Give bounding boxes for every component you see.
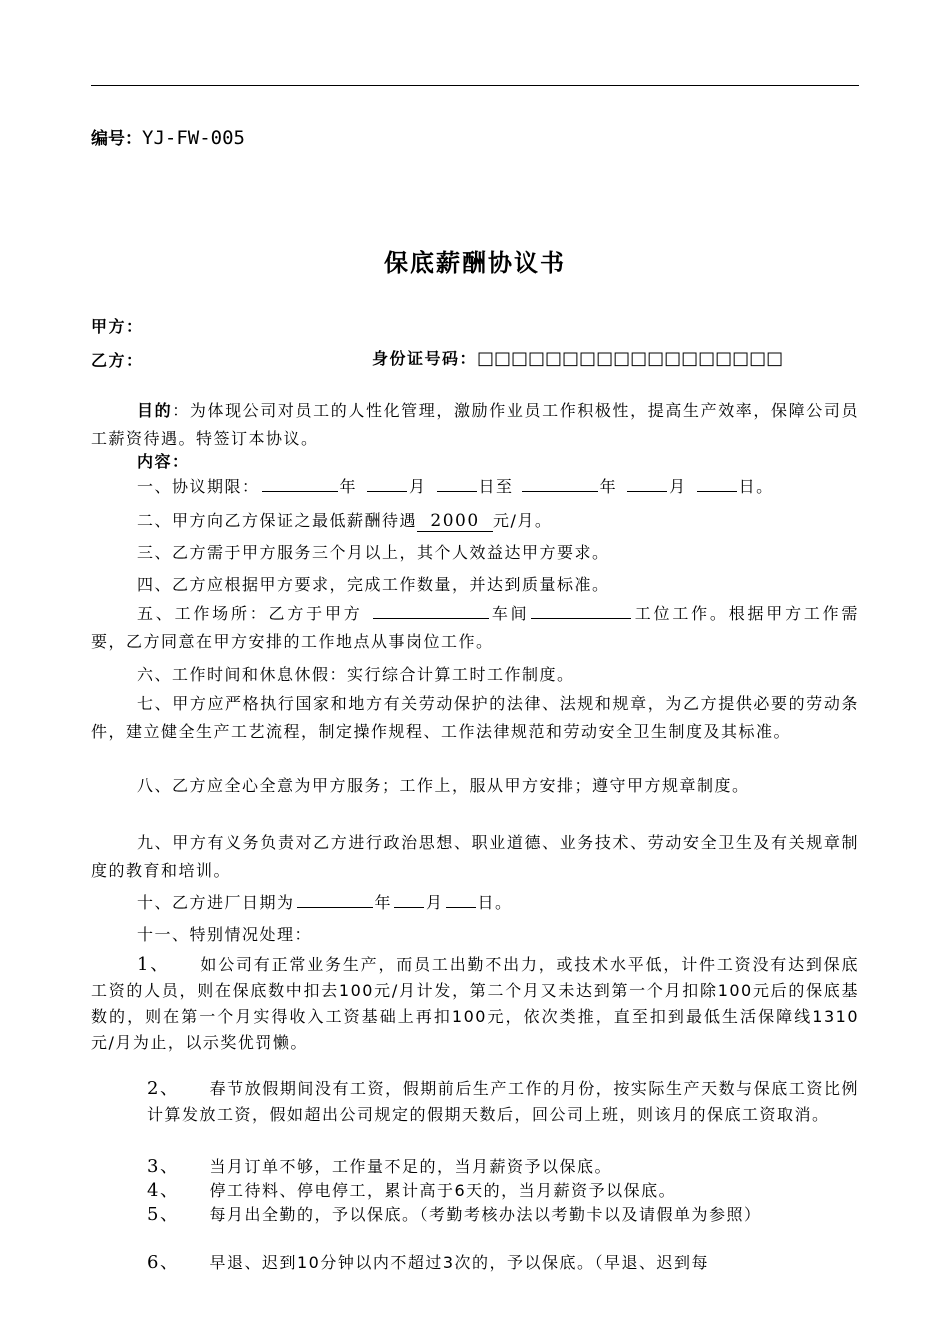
clause-1-year: 年 — [339, 477, 358, 496]
clause-9: 九、甲方有义务负责对乙方进行政治思想、职业道德、业务技术、劳动安全卫生及有关规章制度的教育和培训。 — [91, 833, 859, 880]
end-day-blank — [697, 477, 737, 492]
purpose-paragraph — [91, 397, 859, 453]
clause-1-label: 一、协议期限： — [137, 477, 260, 496]
id-number-field — [372, 346, 783, 369]
clause-1-day-to: 日至 — [478, 477, 514, 496]
special-item-3-text: 当月订单不够，工作量不足的，当月薪资予以保底。 — [209, 1157, 612, 1176]
clause-1-day-end: 日。 — [738, 477, 774, 496]
clause-3: 三、乙方需于甲方服务三个月以上，其个人效益达甲方要求。 — [137, 543, 610, 562]
start-year-blank — [262, 477, 338, 492]
document-code — [91, 124, 245, 149]
party-a-label: 甲方： — [91, 317, 144, 336]
clause-2 — [137, 508, 552, 532]
special-item-5-text: 每月出全勤的，予以保底。（考勤考核办法以考勤卡以及请假单为参照） — [209, 1205, 762, 1224]
code-label: 编号： — [91, 129, 142, 149]
header-rule — [91, 85, 859, 86]
clause-5-text-c: 工位工作。根据甲方工作需要，乙方同意在甲方安排的工作地点从事岗位工作。 — [91, 604, 859, 651]
clause-10-day: 日。 — [477, 893, 513, 912]
special-item-3-number: 3、 — [147, 1156, 180, 1177]
clause-1-year-2: 年 — [599, 477, 618, 496]
clause-10-year: 年 — [374, 893, 393, 912]
clause-10-text: 十、乙方进厂日期为 — [137, 893, 295, 912]
clause-5 — [91, 600, 859, 656]
special-item-4-number: 4、 — [147, 1180, 180, 1201]
clause-2-unit: 元/月。 — [493, 511, 553, 530]
clause-7: 七、甲方应严格执行国家和地方有关劳动保护的法律、法规和规章，为乙方提供必要的劳动条件，建立健全生产工艺流程，制定操作规程、工作法律规范和劳动安全卫生制度及其标准。 — [91, 694, 859, 741]
special-item-1-text: 如公司有正常业务生产，而员工出勤不出力，或技术水平低，计件工资没有达到保底工资的人员，则在保底数中扣去100元/月计发，第二个月又未达到第一个月扣除100元后的保底基数的，则在第一个月实得收入工资基础上再扣100元，依次类推，直至扣到最低生活保障线1310元/月为止，以示奖优罚懒。 — [91, 955, 859, 1052]
special-item-4 — [147, 1178, 859, 1204]
special-item-3 — [147, 1154, 859, 1180]
special-item-5 — [147, 1202, 859, 1228]
clause-5-text-a: 五、工作场所：乙方于甲方 — [137, 604, 363, 623]
start-day-blank — [437, 477, 477, 492]
purpose-label: 目的 — [137, 401, 173, 420]
special-item-5-number: 5、 — [147, 1204, 180, 1225]
entry-year-blank — [297, 893, 373, 908]
clause-1 — [137, 474, 774, 497]
code-value: YJ-FW-005 — [142, 127, 245, 149]
purpose-text: ：为体现公司对员工的人性化管理，激励作业员工作积极性，提高生产效率，保障公司员工薪资待遇。特签订本协议。 — [91, 401, 859, 448]
clause-10 — [137, 890, 513, 913]
end-year-blank — [522, 477, 598, 492]
special-item-2-number: 2、 — [147, 1078, 180, 1099]
id-boxes: □□□□□□□□□□□□□□□□□□ — [477, 348, 784, 369]
clause-10-month: 月 — [426, 893, 444, 912]
special-item-6-number: 6、 — [147, 1252, 180, 1273]
clause-5-text-b: 车间 — [490, 604, 530, 623]
special-item-1 — [91, 952, 859, 1056]
clause-2-text: 二、甲方向乙方保证之最低薪酬待遇 — [137, 511, 418, 530]
id-label: 身份证号码： — [372, 349, 478, 368]
special-item-4-text: 停工待料、停电停工，累计高于6天的，当月薪资予以保底。 — [209, 1181, 677, 1200]
content-label: 内容： — [137, 452, 190, 471]
page-title: 保底薪酬协议书 — [384, 249, 566, 277]
clause-6: 六、工作时间和休息休假：实行综合计算工时工作制度。 — [137, 665, 575, 684]
special-item-2 — [147, 1076, 859, 1128]
party-b-label: 乙方： — [91, 351, 144, 370]
workshop-blank — [373, 604, 489, 619]
special-item-6 — [147, 1250, 859, 1276]
clause-1-month: 月 — [409, 477, 427, 496]
clause-11: 十一、特别情况处理： — [137, 925, 313, 944]
clause-8: 八、乙方应全心全意为甲方服务；工作上，服从甲方安排；遵守甲方规章制度。 — [137, 776, 750, 795]
special-item-6-text: 早退、迟到10分钟以内不超过3次的，予以保底。（早退、迟到每 — [209, 1253, 709, 1272]
clause-1-month-2: 月 — [669, 477, 687, 496]
start-month-blank — [367, 477, 407, 492]
entry-month-blank — [394, 893, 424, 908]
entry-day-blank — [446, 893, 476, 908]
special-item-1-number: 1、 — [137, 954, 171, 975]
minimum-salary-amount: 2000 — [417, 511, 493, 532]
end-month-blank — [627, 477, 667, 492]
clause-4: 四、乙方应根据甲方要求，完成工作数量，并达到质量标准。 — [137, 575, 610, 594]
workstation-blank — [531, 604, 631, 619]
special-item-2-text: 春节放假期间没有工资，假期前后生产工作的月份，按实际生产天数与保底工资比例计算发放工资，假如超出公司规定的假期天数后，回公司上班，则该月的保底工资取消。 — [147, 1079, 859, 1124]
